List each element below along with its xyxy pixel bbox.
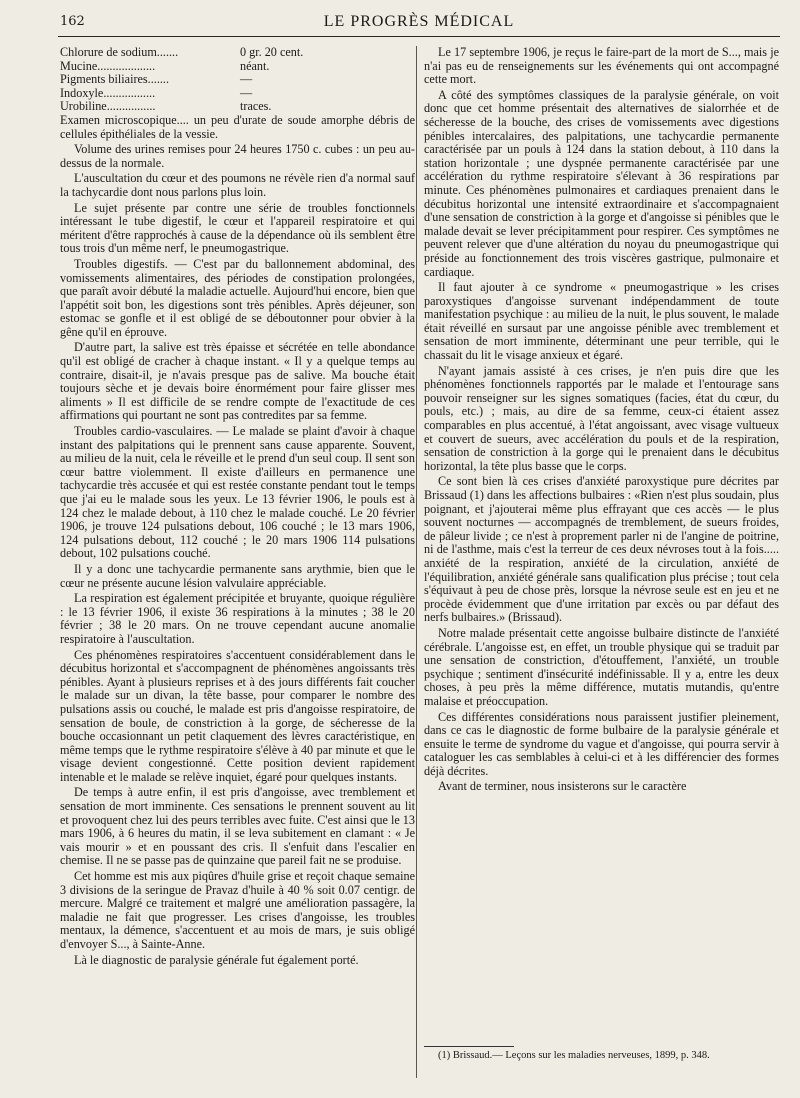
urine-item-value: néant.	[240, 58, 270, 73]
paragraph: Le sujet présente par contre une série de troubles fonctionnels intéressant le tube digestif, le cœur et l'appareil respiratoire et qui méritent d'être rapprochés à cause de la dépendance où ils semblent être tous trois d'un même nerf, le pneumogastrique.	[60, 200, 415, 256]
urine-item-value: traces.	[240, 99, 272, 114]
urine-row	[60, 100, 415, 114]
urine-row	[60, 46, 415, 60]
microscopic-exam: Examen microscopique.... un peu d'urate de soude amorphe débris de cellules épithéliales de la vessie.	[60, 112, 415, 141]
urine-row	[60, 73, 415, 87]
paragraph: N'ayant jamais assisté à ces crises, je n'en puis dire que les phénomènes fonctionnels rapportés par le malade et l'entourage sans pouvoir renseigner sur les signes somatiques (facies, état du cœur, du pouls, etc.) ; mais, au dire de sa femme, ceux-ci étaient assez comparables en plus accentué, à l'état angoissant, avec visage vultueux et couvert de sueurs, avec accélération du pouls et de la respiration, sensation de constriction à la gorge qui le prenaient dans le décubitus horizontal, la tête plus basse que le corps.	[424, 363, 779, 473]
left-column	[60, 46, 415, 969]
page-header	[58, 10, 780, 37]
paragraph: Cet homme est mis aux piqûres d'huile grise et reçoit chaque semaine 3 divisions de la seringue de Pravaz d'huile à 40 % soit 0.07 centigr. de mercure. Malgré ce traitement et malgré une amélioration passagère, la maladie ne fait que progresser. Les crises d'angoisse, les troubles mentaux, la démence, s'accentuent et au mois de mars, je suis obligé d'envoyer S..., à Sainte-Anne.	[60, 869, 415, 951]
urine-item-value: —	[240, 72, 253, 87]
paragraph: Troubles digestifs. — C'est par du ballonnement abdominal, des vomissements alimentaires, des périodes de constipation prolongées, que paraît avoir débuté la maladie actuelle. Aujourd'hui encore, bien que l'appétit soit bon, les digestions sont très pénibles. Après déjeuner, son estomac se gonfle et il est obligé de se déboutonner pour obvier à la gêne qu'il en éprouve.	[60, 256, 415, 339]
paragraph: Avant de terminer, nous insisterons sur le caractère	[438, 779, 687, 794]
urine-row	[60, 60, 415, 74]
paragraph: Notre malade présentait cette angoisse bulbaire distincte de l'anxiété cérébrale. L'angoisse est, en effet, un trouble physique qui se traduit par une sensation de constriction, d'étouffement, l'anxiété, un trouble psychique ; sentiment d'insécurité indéfinissable. Il y a, entre les deux choses, à peu près la même différence, mutatis mutandis, qu'entre malaise et préoccupation.	[424, 625, 779, 708]
paragraph: Ce sont bien là ces crises d'anxiété paroxystique pure décrites par Brissaud (1) dans les affections bulbaires : «Rien n'est plus soudain, plus poignant, et j'ajouterai même plus effrayant que ces accès — le plus souvent nocturnes — accompagnés de tremblement, de sueurs froides, de pâleur livide ; ce n'est à proprement parler ni de l'angine de poitrine, ni de l'asthme, mais c'est la terreur de ces deux névroses tout à la fois..... anxiété de la respiration, anxiété de la circulation, anxiété de l'équilibration, anxiété générale sans qualification plus précise ; tout cela s'équivaut à peu de chose près, lorsque la névrose seule est en jeu et ne procède évidemment que d'une irritation par excès ou par défaut des nerfs bulbaires.» (Brissaud).	[424, 474, 779, 625]
paragraph: Il faut ajouter à ce syndrome « pneumogastrique » les crises paroxystiques d'angoisse survenant indépendamment de toute manifestation psychique : au milieu de la nuit, le plus souvent, le malade était réveillé en sursaut par une angoisse pénible avec tremblement et sensation de mort imminente, déterminant une peur terrible, qui le chassait du lit le visage anxieux et égaré.	[424, 280, 779, 363]
paragraph: Volume des urines remises pour 24 heures 1750 c. cubes : un peu au-dessus de la normale.	[60, 142, 415, 170]
paragraph: L'auscultation du cœur et des poumons ne révèle rien d'a normal sauf la tachycardie dont nous parlons plus loin.	[60, 171, 415, 199]
journal-title: LE PROGRÈS MÉDICAL	[323, 13, 515, 30]
urine-item-name: Chlorure de sodium.......	[60, 46, 179, 59]
paragraph: D'autre part, la salive est très épaisse et sécrétée en telle abondance qu'il est obligé de cracher à chaque instant. « Il y a quelque temps au contraire, disait-il, je n'avais presque pas de salive. Ma bouche était toujours sèche et je devais boire énormément pour faire glisser mes aliments » Il est difficile de se rendre compte de l'exactitude de ces affirmations qui pourtant ne sont pas contredites par sa femme.	[60, 340, 415, 423]
paragraph: Il y a donc une tachycardie permanente sans arythmie, bien que le cœur ne présente aucune lésion valvulaire appréciable.	[60, 561, 415, 590]
column-divider	[416, 46, 417, 1078]
urine-analysis	[60, 46, 415, 141]
footnote-rule	[424, 1046, 514, 1047]
paragraph: De temps à autre enfin, il est pris d'angoisse, avec tremblement et sensation de mort imminente. Ces sensations le prennent souvent au lit et provoquent chez lui des peurs terribles avec fuite. C'est ainsi que le 13 mars 1906, à 6 heures du matin, il se leva subitement en clamant : « Je vais mourir » et en poussant des cris. Il s'enfuit dans l'escalier en chemise. Il ne se passe pas de quinzaine que pareil fait ne se produise.	[60, 785, 415, 868]
urine-item-name: Mucine...................	[60, 59, 156, 73]
paragraph: Troubles cardio-vasculaires. — Le malade se plaint d'avoir à chaque instant des palpitations qui le prennent sans cause apparente. Souvent, au milieu de la nuit, cela le réveille et le prend d'un seul coup. Il sent son cœur battre violemment. Il existe d'ailleurs en permanence une tachycardie très accusée et qui est restée constante pendant tout le temps que j'ai eu le malade sous les yeux. Le 13 février 1906, le pouls est à 124 chez le malade debout, à 110 chez le malade couché. Le 20 février 1906, je trouve 124 pulsations debout, 106 couché ; le 13 mars 1906, 124 pulsations debout, 112 couché ; le 20 mars 1906 114 pulsations debout, 102 pulsations couché.	[60, 424, 415, 561]
paragraph: Ces phénomènes respiratoires s'accentuent considérablement dans le décubitus horizontal et s'accompagnent de phénomènes angoissants très pénibles. Ayant à plusieurs reprises et à des jours différents fait coucher le malade sur un divan, la tête basse, pour comparer le nombre des pulsations assis ou couché, le malade est pris d'angoisse respiratoire, de sensation de boule, de constriction à la gorge, de sécheresse de la bouche occasionnant un petit claquement des lèvres caractéristique, en même temps que le rythme respiratoire s'élève à 40 par minute et que le visage devient congestionné. Cette position devient rapidement intenable et le malade se relève inquiet, égaré pour quelques instants.	[60, 647, 415, 784]
paragraph: Là le diagnostic de paralysie générale fut également porté.	[74, 952, 359, 967]
footnote: (1) Brissaud.— Leçons sur les maladies nerveuses, 1899, p. 348.	[438, 1050, 710, 1061]
urine-item-value: 0 gr. 20 cent.	[240, 45, 304, 59]
paragraph: A côté des symptômes classiques de la paralysie générale, on voit donc que cet homme présentait des alternatives de sialorrhée et de sécheresse de la bouche, des crises de vomissements avec digestions pénibles intercalaires, des palpitations, une tachycardie permanente caractérisée par un pouls à 124 dans la station debout, à 110 dans la station horizontale ; une dyspnée permanente caractérisée par une accélération du rythme respiratoire s'élevant à 36 respirations par minute. Ces phénomènes pulmonaires et cardiaques prenaient dans le décubitus horizontal une intensité extraordinaire et s'accompagnaient d'une sensation de constriction à la gorge et d'angoisse si pénibles que le malade devait se lever précipitamment pour respirer. Ces symptômes ne peuvent relever que d'une altération du noyau du pneumogastrique qui préside au fonctionnement des trois viscères gastrique, pulmonaire et cardiaque.	[424, 87, 779, 279]
urine-item-name: Pigments biliaires.......	[60, 73, 170, 87]
paragraph: Le 17 septembre 1906, je reçus le faire-part de la mort de S..., mais je n'ai pas eu de renseignements sur les événements qui ont accompagné cette mort.	[424, 45, 779, 87]
page-number: 162	[60, 14, 85, 29]
urine-item-name: Urobiline................	[60, 100, 156, 114]
urine-item-name: Indoxyle.................	[60, 86, 156, 100]
right-column	[424, 46, 779, 796]
paragraph: La respiration est également précipitée et bruyante, quoique régulière : le 13 février 1906, il existe 36 respirations à la minutes ; 38 le 20 février ; 38 le 20 mars. On ne trouve cependant aucune anomalie respiratoire à l'auscultation.	[60, 591, 415, 646]
paragraph: Ces différentes considérations nous paraissent justifier pleinement, dans ce cas le diagnostic de forme bulbaire de la paralysie générale et ensuite le terme de syndrome du vague et d'angoisse, qui pourra servir à cataloguer les cas semblables à celui-ci et à les différencier des formes déjà décrites.	[424, 709, 779, 778]
urine-item-value: —	[240, 85, 253, 100]
urine-row	[60, 87, 415, 101]
